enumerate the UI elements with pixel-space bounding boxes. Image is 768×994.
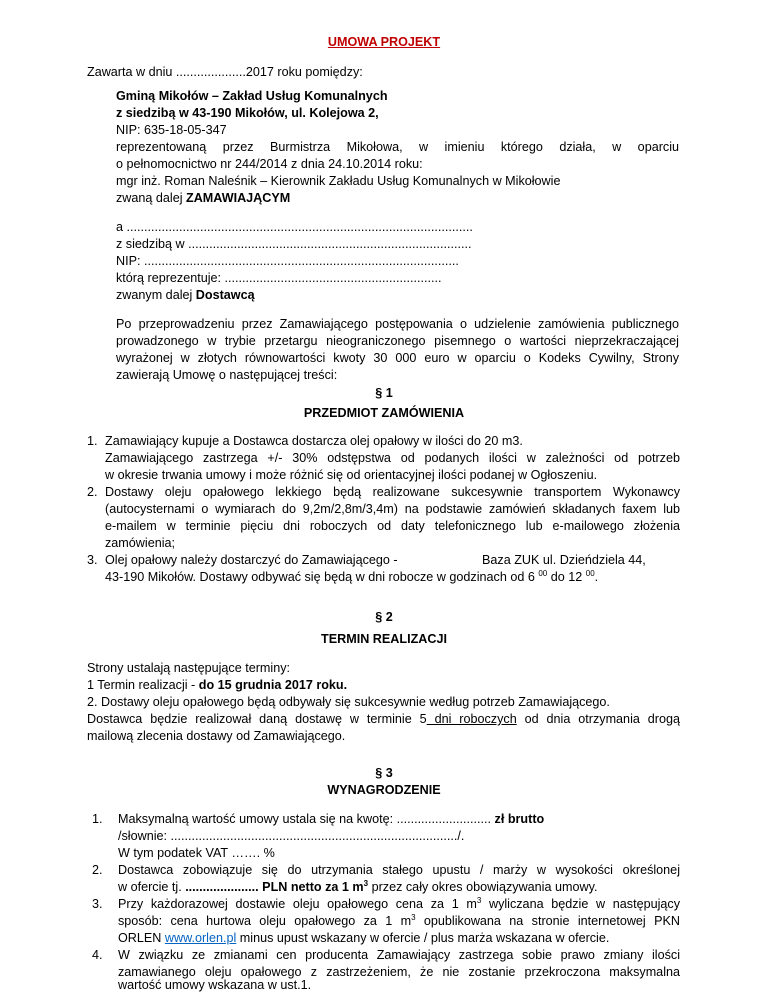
s1-item2-line2: (autocysternami o wymiarach do 9,2m/2,8m/3,4m) na podstawie zamówień składanych faxem lub xyxy=(105,502,680,516)
party1-person: mgr inż. Roman Naleśnik – Kierownik Zakładu Usług Komunalnych w Mikołowie xyxy=(116,174,561,188)
s3-item1-number: 1. xyxy=(92,812,103,826)
s1-item3-line1a: Olej opałowy należy dostarczyć do Zamawiającego - xyxy=(105,553,398,567)
party1-rep-line1: reprezentowaną przez Burmistrza Mikołowa, w imieniu którego działa, w oparciu xyxy=(116,140,679,154)
party2-called: zwanym dalej Dostawcą xyxy=(116,288,255,302)
party1-address: z siedzibą w 43-190 Mikołów, ul. Kolejowa 2, xyxy=(116,106,379,120)
party2-called-name: Dostawcą xyxy=(195,288,255,302)
party1-rep-line2: o pełnomocnictwo nr 244/2014 z dnia 24.10.2014 roku: xyxy=(116,157,423,171)
s1-item2-line3: e-mailem w terminie pięciu dni roboczych od daty telefonicznego lub e-mailowego złożenia xyxy=(105,519,680,533)
section1-heading: PRZEDMIOT ZAMÓWIENIA xyxy=(303,406,465,420)
party2-rep-line: którą reprezentuje: .............................................................. xyxy=(116,271,442,285)
party2-seat-line: z siedzibą w ................................................................................. xyxy=(116,237,472,251)
s1-item1-line1: Zamawiający kupuje a Dostawca dostarcza olej opałowy w ilości do 20 m3. xyxy=(105,434,523,448)
s3-item1-line1: Maksymalną wartość umowy ustala się na kwotę: ........................... zł brutto xyxy=(118,812,545,826)
s2-line2: 1 Termin realizacji - do 15 grudnia 2017 roku. xyxy=(87,678,348,692)
s2-line5: mailową zlecenia dostawy od Zamawiającego. xyxy=(87,729,346,743)
s3-item2-line2: w ofercie tj. ..................... PLN netto za 1 $m^3$ przez cały okres obowiązywania umowy. xyxy=(118,878,598,894)
s2-working-days: dni roboczych xyxy=(426,712,517,726)
section1-sign: § 1 xyxy=(375,386,393,400)
party1-called-name: ZAMAWIAJĄCYM xyxy=(186,191,291,205)
s3-item3-line1: Przy każdorazowej dostawie oleju opałowego cena za 1 $m^3$ wyliczana będzie w następujący xyxy=(118,895,680,911)
s3-item1-line2: /słownie: ................................................................................../. xyxy=(118,829,465,843)
s3-item4-line2: zamawianego oleju opałowego z zastrzeżeniem, że nie zostanie przekroczona maksymalna xyxy=(118,965,680,979)
s3-item2-number: 2. xyxy=(92,863,103,877)
s3-item4-number: 4. xyxy=(92,948,103,962)
s1-item1-line2: Zamawiającego zastrzega +/- 30% odstępstwa od podanych ilości w zależności od potrzeb xyxy=(105,451,680,465)
party2-nip-line: NIP: .......................................................................................... xyxy=(116,254,459,268)
s2-line1: Strony ustalają następujące terminy: xyxy=(87,661,291,675)
party1-nip: NIP: 635-18-05-347 xyxy=(116,123,227,137)
s3-item4-line1: W związku ze zmianami cen producenta Zamawiający zastrzega sobie prawo zmiany ilości xyxy=(118,948,680,962)
s3-item4-line3: wartość umowy wskazana w ust.1. xyxy=(118,978,312,992)
s3-item2-line1: Dostawca zobowiązuje się do utrzymania stałego upustu / marży w wysokości określonej xyxy=(118,863,680,877)
s1-item1-number: 1. xyxy=(87,434,98,448)
section3-sign: § 3 xyxy=(375,766,393,780)
document-title: UMOWA PROJEKT xyxy=(327,35,441,49)
s1-item2-line1: Dostawy oleju opałowego lekkiego będą realizowane sukcesywnie transportem Wykonawcy xyxy=(105,485,680,499)
s2-line3: 2. Dostawy oleju opałowego będą odbywały się sukcesywnie według potrzeb Zamawiającego. xyxy=(87,695,610,709)
intro-line: Zawarta w dniu ....................2017 roku pomiędzy: xyxy=(87,65,363,79)
s3-item3-line3: ORLEN www.orlen.pl minus upust wskazany w ofercie / plus marża wskazana w ofercie. xyxy=(118,931,610,945)
s1-item2-line4: zamówienia; xyxy=(105,536,175,550)
party1-called: zwaną dalej ZAMAWIAJĄCYM xyxy=(116,191,291,205)
s1-item1-line3: w okresie trwania umowy i może różnić się od orientacyjnej ilości podanej w Ogłoszeniu. xyxy=(105,468,598,482)
section2-heading: TERMIN REALIZACJI xyxy=(321,632,447,646)
s2-line4: Dostawca będzie realizował daną dostawę w terminie 5 dni roboczych od dnia otrzymania drogą xyxy=(87,712,680,726)
preamble-line4: zawierają Umowę o następującej treści: xyxy=(116,368,338,382)
preamble-line3: wyrażonej w złotych równowartości kwoty 30 000 euro w oparciu o Kodeks Cywilny, Strony xyxy=(116,351,679,365)
orlen-link[interactable]: www.orlen.pl xyxy=(164,931,237,945)
section2-sign: § 2 xyxy=(375,610,393,624)
s3-item3-line2: sposób: cena hurtowa oleju opałowego za 1 $m^3$ opublikowana na stronie internetowej PKN xyxy=(118,912,680,928)
s3-item3-number: 3. xyxy=(92,897,103,911)
s2-deadline: do 15 grudnia 2017 roku. xyxy=(198,678,348,692)
party2-a-line: a ................................................................................................... xyxy=(116,220,473,234)
preamble-line1: Po przeprowadzeniu przez Zamawiającego postępowania o udzielenie zamówienia publicznego xyxy=(116,317,679,331)
party1-name: Gminą Mikołów – Zakład Usług Komunalnych xyxy=(116,89,388,103)
s1-item2-number: 2. xyxy=(87,485,98,499)
preamble-line2: prowadzonego w trybie przetargu nieograniczonego pisemnego o wartości nieprzekraczającej xyxy=(116,334,679,348)
section3-heading: WYNAGRODZENIE xyxy=(327,783,441,797)
s1-item3-line2: 43-190 Mikołów. Dostawy odbywać się będą w dni robocze w godzinach od 6 $^{00}$ do 12 $^{00}$. xyxy=(105,568,599,584)
s3-item1-line3: W tym podatek VAT ……. % xyxy=(118,846,275,860)
s1-item3-number: 3. xyxy=(87,553,98,567)
s1-item3-line1b: Baza ZUK ul. Dzieńdziela 44, xyxy=(482,553,646,567)
